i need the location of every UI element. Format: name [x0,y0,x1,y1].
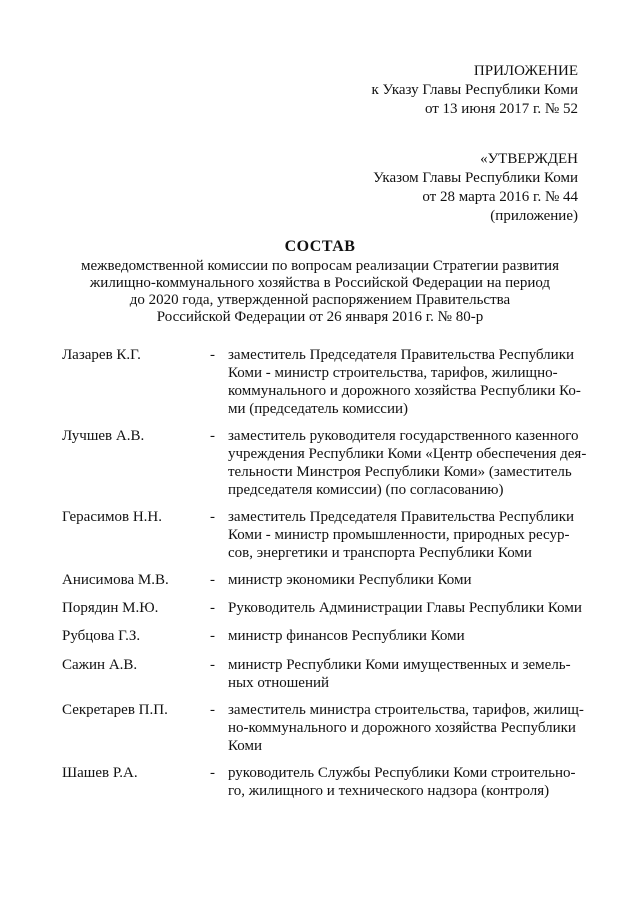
role-line: Коми [228,738,262,754]
member-dash: - [210,765,215,781]
document-title: СОСТАВ [284,238,356,255]
member-dash: - [210,628,215,644]
role-line: ми (председатель комиссии) [228,401,408,417]
role-line: ных отношений [228,675,330,691]
member-role [228,571,588,589]
role-line: руководитель Службы Республики Коми строительно- [228,765,576,781]
role-line: сов, энергетики и транспорта Республики Коми [228,545,532,561]
role-line: заместитель Председателя Правительства Республики [228,347,575,363]
member-name: Сажин А.В. [62,657,138,673]
member-dash: - [210,572,215,588]
document-subtitle [60,258,580,326]
subtitle-line: до 2020 года, утвержденной распоряжением Правительства [129,292,511,308]
member-name: Лазарев К.Г. [62,347,141,363]
role-line: заместитель Председателя Правительства Республики [228,509,575,525]
member-name: Герасимов Н.Н. [62,509,163,525]
member-role [228,599,588,617]
member-dash: - [210,600,215,616]
approved-note: (приложение) [490,208,578,224]
appendix-header [371,62,578,119]
member-role [228,427,588,499]
appendix-decree-date: от 13 июня 2017 г. № 52 [424,101,578,117]
role-line: но-коммунального и дорожного хозяйства Республики [228,720,576,736]
role-line: министр Республики Коми имущественных и земель- [228,657,571,673]
member-name: Порядин М.Ю. [62,600,159,616]
member-name: Шашев Р.А. [62,765,138,781]
member-role [228,346,588,418]
member-role [228,508,588,562]
role-line: Руководитель Администрации Главы Республики Коми [228,600,582,616]
member-name: Анисимова М.В. [62,572,169,588]
member-name: Рубцова Г.З. [62,628,141,644]
member-role [228,701,588,755]
approval-stamp [373,150,578,226]
appendix-decree-ref: к Указу Главы Республики Коми [371,82,578,98]
member-name: Секретарев П.П. [62,702,168,718]
member-dash: - [210,509,215,525]
approved-decree-ref: Указом Главы Республики Коми [373,170,578,186]
role-line: заместитель руководителя государственного казенного [228,428,579,444]
role-line: учреждения Республики Коми «Центр обеспечения дея- [228,446,587,462]
role-line: председателя комиссии) (по согласованию) [228,482,504,498]
role-line: Коми - министр строительства, тарифов, жилищно- [228,365,558,381]
role-line: тельности Минстроя Республики Коми» (заместитель [228,464,572,480]
role-line: коммунального и дорожного хозяйства Республики Ко- [228,383,581,399]
role-line: Коми - министр промышленности, природных ресур- [228,527,570,543]
role-line: заместитель министра строительства, тарифов, жилищ- [228,702,584,718]
member-dash: - [210,428,215,444]
approved-decree-date: от 28 марта 2016 г. № 44 [422,189,578,205]
appendix-label: ПРИЛОЖЕНИЕ [473,63,578,79]
approved-label: «УТВЕРЖДЕН [480,151,578,167]
subtitle-line: жилищно-коммунального хозяйства в Российской Федерации на период [89,275,551,291]
member-role [228,764,588,800]
subtitle-line: Российской Федерации от 26 января 2016 г. № 80-р [156,309,484,325]
role-line: министр экономики Республики Коми [228,572,472,588]
member-dash: - [210,347,215,363]
member-dash: - [210,657,215,673]
role-line: министр финансов Республики Коми [228,628,465,644]
member-dash: - [210,702,215,718]
member-role [228,656,588,692]
member-name: Лучшев А.В. [62,428,145,444]
subtitle-line: межведомственной комиссии по вопросам реализации Стратегии развития [80,258,559,274]
role-line: го, жилищного и технического надзора (контроля) [228,783,550,799]
member-role [228,627,588,645]
